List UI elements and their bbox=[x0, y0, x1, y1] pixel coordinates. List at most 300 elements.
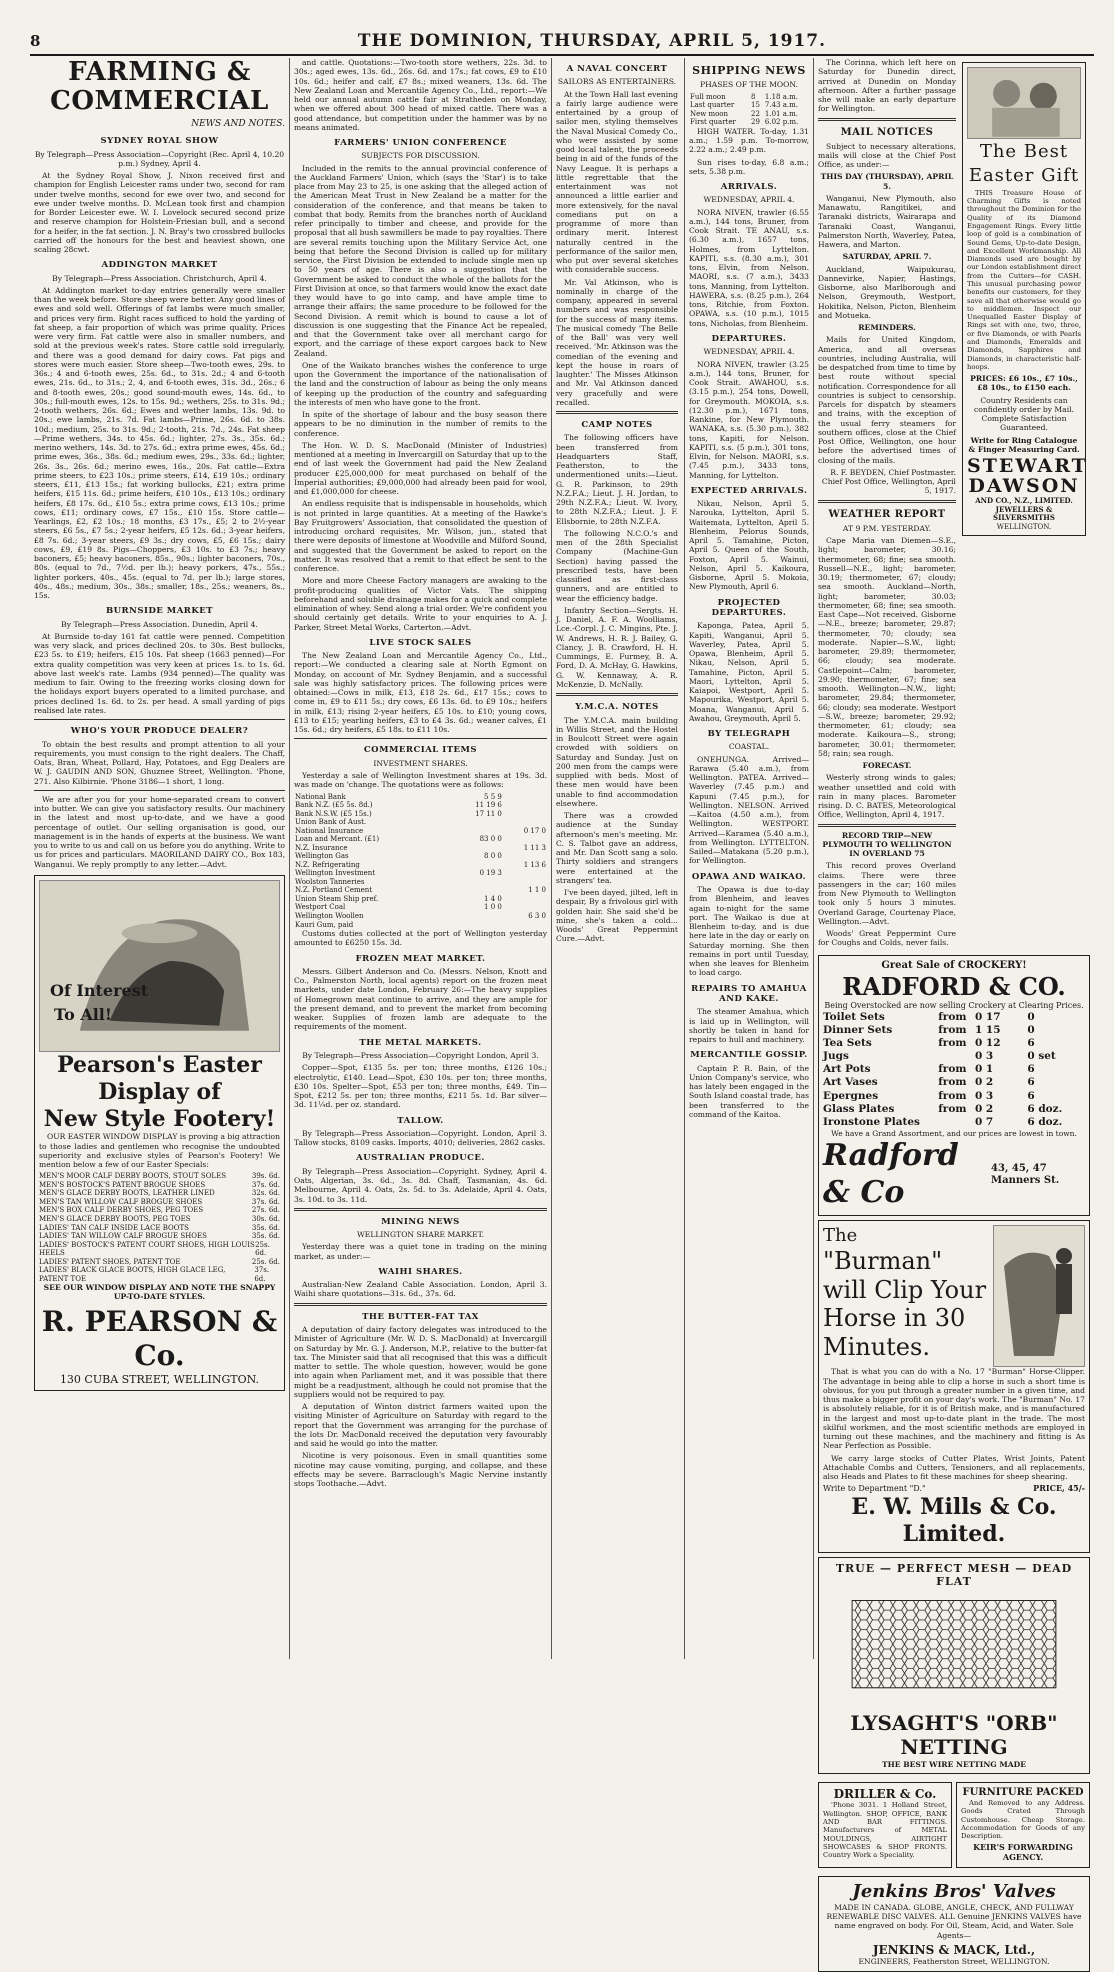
gossip-heading: MERCANTILE GOSSIP. bbox=[690, 1050, 808, 1061]
macdonald-body: The Hon. W. D. S. MacDonald (Minister of Industries) mentioned at a meeting in Invercargill on Saturday that up to the end of last week the Government had paid the New Zealand producer £25,000,000 for meat purchased on behalf of the Imperial authorities; £9,000,000 had already been paid for wool, and £1,000,000 for cheese. bbox=[294, 440, 547, 497]
horse-illustration bbox=[993, 1225, 1085, 1367]
crockery-item-unit: 0 set bbox=[1027, 1050, 1056, 1063]
share-row bbox=[294, 878, 547, 887]
crockery-item-price: 0 12 bbox=[974, 1037, 1001, 1050]
share-name: Westport Coal bbox=[295, 903, 346, 912]
crockery-item-from: from bbox=[938, 1089, 967, 1102]
share-row bbox=[294, 801, 547, 810]
keirs-heading: FURNITURE PACKED bbox=[962, 1786, 1084, 1798]
burman-top bbox=[823, 1225, 1085, 1367]
moon-phase: First quarter bbox=[689, 118, 736, 127]
burman-advert bbox=[818, 1220, 1090, 1552]
moon-day: 15 bbox=[750, 101, 760, 110]
share-sellers: 0 17 0 bbox=[523, 826, 546, 835]
moon-row bbox=[689, 110, 809, 119]
crockery-item bbox=[823, 1011, 1085, 1024]
camp-body3: Infantry Section—Sergts. H. J. Daniel, A. F. A. Woolliams, Lce.-Corpl. J. C. Mingins, Pte. J. W. Andrews, H. R. J. Bailey, G. Clancy, J. B. Crawford, H. H. Cummings, E. Furmey, B. A. Ford, D. A. McHay, G. Hawkins, G. W. Kennaway, A. R. McKenzie, D. McNally. bbox=[556, 605, 678, 689]
share-name: N.Z. Portland Cement bbox=[295, 886, 373, 895]
burman-order-row bbox=[823, 1484, 1085, 1494]
share-sellers bbox=[503, 869, 547, 878]
pearson-item bbox=[39, 1241, 280, 1258]
radford-logo: Radford & Co bbox=[823, 1138, 959, 1210]
telegraph-body: ONEHUNGA. Arrived—Rarawa (5.40 a.m.), from Wellington. PATEA. Arrived—Waverley (7.45 p.m.) and Kapuni (7.45 p.m.), for Wellington. NELSON. Arrived—Kaitoa (4.50 a.m.), from Wellington. WESTPORT. Arrived—Karamea (5.40 a.m.), from Wellington. LYTTELTON. Sailed—Matakana (5.20 p.m.), for Wellington. bbox=[688, 754, 809, 866]
arrivals-heading: ARRIVALS. bbox=[720, 182, 778, 193]
burman-body: That is what you can do with a No. 17 "Burman" Horse-Clipper. The advantage in being able to clip a horse in such a short time is obvious, for you put through a greater number in a given time, and thus make a bigger profit on your day's work. The "Burman" No. 17 is absolutely reliable, for it is of British make, and is manufactured in the largest and most up-to-date plant in the trade. The most skilful workmen, and the most scientific methods are employed in turning out these machines, and the machinery and fitting is As Near Perfection as Possible. bbox=[823, 1367, 1085, 1451]
crockery-item bbox=[823, 1063, 1085, 1076]
pearson-item-price: 37s. 6d. bbox=[251, 1180, 280, 1189]
burman-headline bbox=[823, 1225, 993, 1367]
moon-time: 1.18 a.m. bbox=[764, 92, 798, 101]
crockery-item bbox=[823, 1076, 1085, 1089]
moon-time: 7.43 a.m. bbox=[764, 101, 798, 110]
radford-footer: We have a Grand Assortment, and our prices are lowest in town. bbox=[831, 1128, 1077, 1138]
radford-name: RADFORD & CO. bbox=[842, 971, 1066, 1001]
jenkins-body: MADE IN CANADA. GLOBE, ANGLE, CHECK, AND FULLWAY RENEWABLE DISC VALVES. ALL Genuine JENKINS VALVES have name engraved on body. For Oil, Steam, Acid, and Water. Sole Agents— bbox=[826, 1902, 1082, 1940]
pearson-item-price: 37s. 6d. bbox=[251, 1197, 280, 1206]
nicotine-advert: Nicotine is very poisonous. Even in small quantities some nicotine may cause vomiting, purging, and collapse, and these effects may be severe. Barraclough's Magic Nervine instantly stops Toothache.—Advt. bbox=[294, 1451, 547, 1489]
radford-sub: Being Overstocked are now selling Crockery at Clearing Prices. bbox=[824, 1001, 1084, 1011]
naval-heading: A NAVAL CONCERT bbox=[566, 64, 668, 74]
boot-illustration bbox=[39, 880, 280, 1052]
crockery-item-price: 0 3 bbox=[974, 1050, 994, 1063]
pearson-advert bbox=[34, 875, 285, 1392]
metals-dateline: By Telegraph—Press Association—Copyright London, April 3. bbox=[302, 1051, 539, 1061]
keirs-body: And Removed to any Address. Goods Crated Through Customhouse. Cheap Storage. Accommodation for Goods of any Description. bbox=[961, 1798, 1085, 1841]
naval-body2: Mr. Val Atkinson, who is nominally in charge of the company, appeared in several numbers and was responsible for the success of many items. The musical comedy 'The Belle of the Ball' was very well received. 'Mr. Atkinson was the comedian of the evening and kept the house in roars of laughter.' The Misses Atkinson and Mr. Val Atkinson danced very gracefully and were recalled. bbox=[556, 277, 678, 407]
departures-subheading: WEDNESDAY, APRIL 4. bbox=[703, 347, 795, 357]
stewart-company: AND CO., N.Z., LIMITED. bbox=[975, 495, 1073, 505]
pearson-item-label: MEN'S TAN WILLOW CALF BROGUE SHOES bbox=[39, 1197, 203, 1206]
burman-the: The bbox=[823, 1225, 858, 1247]
crockery-price-list bbox=[823, 1011, 1085, 1129]
butter-body2: A deputation of Winton district farmers waited upon the visiting Minister of Agriculture on Saturday with regard to the report that the Government was arranging for the purchase of the lots Dr. MacDonald received the deputation very favourably and said he would go into the matter. bbox=[294, 1402, 547, 1449]
divider bbox=[818, 118, 956, 121]
merchant-body: In spite of the shortage of labour and the busy season there appears to be no diminution in the number of remits to the conference. bbox=[294, 410, 547, 438]
moon-row bbox=[689, 93, 809, 102]
share-sellers bbox=[503, 895, 547, 904]
camp-body2: The following N.C.O.'s and men of the 28th Specialist Company (Machine-Gun Section) having passed the prescribed tests, have been classified as first-class gunners, and are entitled to wear the efficiency badge. bbox=[556, 528, 678, 603]
ymca-body2: There was a crowded audience at the Sunday afternoon's men's meeting. Mr. C. S. Talbot gave an address, and Mr. Dan Scott sang a solo. Thirty soldiers and strangers were entertained at the strangers' tea. bbox=[556, 811, 678, 885]
forecast-body: Westerly strong winds to gales; weather unsettled and cold with rain in many places. Barometer rising. D. C. BATES, Meteorological Office, Wellington, April 4, 1917. bbox=[818, 773, 956, 820]
crockery-item-price: 0 3 bbox=[974, 1089, 994, 1102]
share-name: Union Steam Ship pref. bbox=[295, 894, 379, 903]
weather-heading: WEATHER REPORT bbox=[828, 508, 946, 520]
mining-body: Yesterday there was a quiet tone in trading on the mining market, as under:— bbox=[294, 1242, 547, 1261]
stewart-city: WELLINGTON. bbox=[996, 522, 1052, 531]
tallow-body: By Telegraph—Press Association—Copyright. London, April 3. Tallow stocks, 8109 casks. Imports, 4010; deliveries, 2862 casks. bbox=[294, 1128, 547, 1148]
column-1 bbox=[30, 58, 290, 1659]
moon-phase: Last quarter bbox=[689, 101, 735, 110]
pearson-item-label: LADIES' TAN WILLOW CALF BROGUE SHOES bbox=[39, 1232, 207, 1241]
share-name: Union Bank of Aust. bbox=[295, 818, 367, 827]
share-buyers: 83 0 0 bbox=[479, 835, 502, 844]
pearson-item bbox=[39, 1189, 280, 1198]
addington-body: At Addington market to-day entries generally were smaller than the week before. Store sheep were better. Any good lines of ewes and sold well. Offerings of fat lambs were much smaller, and prices very firm. Right races sufficed to hold the yarding of fat sheep, a fair proportion of which was prime quality. Prices were very firm. Fat cattle were also in smaller numbers, and sold at the previous week's rates. Store cattle sold irregularly, and there was a good demand for dairy cows. Fat pigs and stores were much easier. Store sheep—Two-tooth ewes, 29s. to 36s.; 4 and 6-tooth ewes, 25s. 6d., to 31s. 2d.; 4 and 6-tooth ewes, 21s. 6d., to 31s.; 2, 4, and 6-tooth ewes, 31s. 3d., 26s.; 6 and 8-tooth ewes, 20s.; good sound-mouth ewes, 14s. 6d., to 30s.; full-mouth ewes, 12s. to 15s. 9d.; wethers, 25s. to 31s. 9d.; 2-tooth wethers, 26s. 6d.; Ewes and wether lambs, 13s. 9d. to 20s.; ewe lambs, 21s. 7d. Fat lambs—Prime, 26s. 6d. to 38s. 10d.; medium, 25s. to 31s. 9d.; 2-tooth, 21s. 7d., 24s. Fat sheep—Prime wethers, 34s. to 45s. 6d.; lighter, 27s. 3s., 35s. 6d.; merino wethers, 14s. 3d. to 27s. 6d.; extra prime ewes, 45s. 6d.; prime ewes, 36s., 38s. 6d.; medium ewes, 29s., 33s. 6d.; lighter, 26s. 3s., 26s. 6d.; merino ewes, 16s., 20s. Fat cattle—Extra prime steers, to £23 10s.; prime steers, £14, £19 10s.; ordinary steers, £11, £13 15s.; fat working bullocks, £21; extra prime heifers, £15 11s. 6d.; prime heifers, £10 10s., £13 10s.; ordinary heifers, £8 17s. 6d., £10 5s.; extra prime cows, £13 10s.; prime cows, £11; ordinary cows, £7 15s., £10 15s. Store cattle—Yearlings, £2, £2 10s.; 18 months, £3 17s., £5; 2 to 2½-year steers, £6 5s., £7 5s.; 2-year heifers, £5 12s. 6d.; 3-year heifers, £8 7s. 6d.; 3-year steers, £9 3s.; dry cows, £5, £6 15s.; dairy cows, £9, £19 8s. Pigs—Choppers, £3 10s. to £3 7s.; heavy baconers, £5; heavy baconers, 85s., 90s.; lighter baconers, 70s., 80s. (equal to 7d., 7½d. per lb.); heavy porkers, 47s., 55s.; lighter porkers, 40s., 45s. (equal to 7d. per lb.); large stores, 40s., 48s.; medium, 30s., 38s.; smaller, 18s., 25s.; weaners, 8s., 15s. bbox=[34, 285, 285, 601]
farmers-body2: One of the Waikato branches wishes the conference to urge upon the Government the importance of the nationalisation of the land and the construction of labour as being the only means of keeping up the production of the country and safeguarding the interests of men who have gone to the front. bbox=[294, 360, 547, 407]
postmaster: R. F. BEYDEN, Chief Postmaster. Chief Post Office, Wellington, April 5, 1917. bbox=[821, 467, 956, 496]
shipping-heading: SHIPPING NEWS bbox=[692, 64, 806, 77]
moon-row bbox=[689, 118, 809, 127]
share-sellers: 1 1 0 bbox=[528, 886, 546, 895]
pearson-item-list bbox=[39, 1172, 280, 1283]
opawa-heading: OPAWA AND WAIKAO. bbox=[691, 871, 807, 882]
pearson-item-label: MEN'S BOX CALF DERBY SHOES, PEG TOES bbox=[39, 1206, 204, 1215]
pearson-item-label: LADIES' TAN CALF INSIDE LACE BOOTS bbox=[39, 1223, 189, 1232]
pearson-item bbox=[39, 1215, 280, 1224]
share-row bbox=[294, 912, 547, 921]
divider bbox=[34, 790, 285, 791]
pearson-item-price: 32s. 6d. bbox=[251, 1189, 280, 1198]
burman-title4: Minutes. bbox=[823, 1333, 930, 1362]
pearson-head1: Of Interest bbox=[50, 980, 149, 1000]
lysaght-advert bbox=[818, 1557, 1090, 1774]
crockery-item bbox=[823, 1103, 1085, 1116]
burman-title1: "Burman" bbox=[823, 1246, 943, 1275]
share-buyers: 1 0 0 bbox=[484, 903, 502, 912]
pearson-item-price: 27s. 6d. bbox=[251, 1206, 280, 1215]
couple-illustration bbox=[967, 67, 1081, 139]
gift-title2: Easter Gift bbox=[968, 164, 1080, 186]
pearson-item-label: MEN'S MOOR CALF DERBY BOOTS, STOUT SOLES bbox=[39, 1172, 226, 1181]
crockery-item-from: from bbox=[938, 1037, 967, 1050]
butter-heading: THE BUTTER-FAT TAX bbox=[362, 1311, 479, 1322]
waihi-heading: WAIHI SHARES. bbox=[378, 1266, 463, 1277]
weather-subheading: AT 9 P.M. YESTERDAY. bbox=[842, 523, 932, 533]
share-row bbox=[294, 852, 547, 861]
share-name: N.Z. Insurance bbox=[295, 843, 348, 852]
couple-image bbox=[968, 68, 1080, 138]
crockery-item bbox=[823, 1024, 1085, 1037]
gift-write: Write for Ring Catalogue & Finger Measuring Card. bbox=[968, 435, 1080, 454]
crockery-item-name: Glass Plates bbox=[823, 1102, 895, 1115]
pearson-item-label: MEN'S GLACE DERBY BOOTS, PEG TOES bbox=[39, 1214, 191, 1223]
pearson-item bbox=[39, 1266, 280, 1283]
share-buyers bbox=[451, 886, 503, 895]
share-row bbox=[294, 869, 547, 878]
addington-dateline: By Telegraph—Press Association. Christchurch, April 4. bbox=[52, 273, 267, 283]
jenkins-advert bbox=[818, 1876, 1090, 1972]
crockery-item-from bbox=[938, 1050, 975, 1063]
gift-title1: The Best bbox=[979, 141, 1069, 162]
camp-heading: CAMP NOTES bbox=[581, 420, 653, 431]
radford-address: 43, 45, 47 Manners St. bbox=[991, 1162, 1060, 1186]
investment-subheading: INVESTMENT SHARES. bbox=[373, 758, 468, 768]
burman-title3: Horse in 30 bbox=[823, 1304, 966, 1333]
lysaght-name: LYSAGHT'S "ORB" NETTING bbox=[850, 1710, 1058, 1760]
pearson-body: OUR EASTER WINDOW DISPLAY is proving a big attraction to those ladies and gentlemen who recognise the undoubted superiority and exclusive styles of Pearson's Footery! We mention below a few of our Easter Specials: bbox=[39, 1132, 280, 1170]
driller-name: DRILLER & Co. bbox=[833, 1786, 937, 1801]
share-name: Wellington Investment bbox=[295, 869, 376, 878]
share-row bbox=[294, 844, 547, 853]
share-buyers: 0 19 3 bbox=[479, 869, 502, 878]
dawson-name: DAWSON bbox=[968, 475, 1080, 498]
column-3-left bbox=[556, 58, 678, 1659]
share-name: Bank N.S.W. (£5 15s.) bbox=[295, 809, 372, 818]
burnside-dateline: By Telegraph—Press Association. Dunedin, April 4. bbox=[61, 619, 258, 629]
pearson-item-label: LADIES' PATENT SHOES, PATENT TOE bbox=[39, 1257, 181, 1266]
share-row bbox=[294, 835, 547, 844]
pearson-head2: To All! bbox=[54, 1004, 112, 1024]
pearson-item-price: 37s. 6d. bbox=[254, 1266, 270, 1283]
metals-body: Copper—Spot, £135 5s. per ton; three months, £126 10s.; electrolytic, £140. Lead—Spot, £30 10s. per ton; three months, £30 10s. Spelter—Spot, £53 per ton; three months, £49. Tin—Spot, £212 5s. per ton; three months, £211 5s. 1d. Bar silver—3d. 11¼d. per oz. standard. bbox=[294, 1063, 547, 1110]
crockery-item-name: Toilet Sets bbox=[823, 1010, 885, 1023]
camp-body: The following officers have been transferred from Headquarters Staff, Featherston, to the undermentioned units:—Lieut. G. R. Parkinson, to 29th N.Z.F.A.; Lieut. J. H. Jordan, to 29th N.Z.F.A.; Lieut. W. Ivory, to 28th N.Z.F.A.; Lieut. J. F. Ellsbornie, to 28th N.Z.F.A. bbox=[556, 433, 678, 526]
section-title: FARMING & COMMERCIAL bbox=[50, 57, 269, 116]
crockery-item-price: 0 7 bbox=[974, 1115, 994, 1128]
repairs-heading: REPAIRS TO AMAHUA AND KAKE. bbox=[691, 983, 807, 1004]
divider bbox=[294, 738, 547, 739]
pearson-item-price: 35s. 6d. bbox=[251, 1232, 280, 1241]
divider bbox=[294, 1303, 547, 1306]
crockery-item bbox=[823, 1116, 1085, 1129]
share-sellers bbox=[503, 903, 547, 912]
crockery-item-name: Epergnes bbox=[823, 1089, 879, 1102]
crockery-item-unit: 6 bbox=[1027, 1037, 1035, 1050]
tallow-heading: TALLOW. bbox=[397, 1115, 444, 1126]
pearson-item bbox=[39, 1232, 280, 1241]
reminders-heading: REMINDERS. bbox=[858, 323, 916, 333]
pearson-item-label: MEN'S BOSTOCK'S PATENT BROGUE SHOES bbox=[39, 1180, 206, 1189]
moon-phase: Full moon bbox=[689, 92, 726, 101]
peppermint-advert: Woods' Great Peppermint Cure for Coughs and Colds, never fails. bbox=[818, 929, 956, 948]
farmers-heading: FARMERS' UNION CONFERENCE bbox=[334, 138, 507, 148]
mail-body1: Wanganui, New Plymouth, also Manawatu, Rangitikei, and Taranaki districts, Wairarapa and Taranaki Coast, Wanganui, Palmerston North, Waverley, Patea, Hawera, and Marton. bbox=[818, 193, 956, 250]
crockery-item-name: Art Pots bbox=[823, 1063, 871, 1076]
projected-body: Kaponga, Patea, April 5. Kapiti, Wanganui, April 5. Waverley, Patea, April 5. Opawa, Blenheim, April 5. Nikau, Nelson, April 5. Tamahine, Picton, April 5. Maori, Lyttelton, April 5. Kaiapoi, Westport, April 5. Mapourika, Westport, April 5. Moana, Wanganui, April 5. Awahou, Greymouth, April 5. bbox=[688, 621, 809, 723]
stewart-trade: JEWELLERS & SILVERSMITHS bbox=[993, 504, 1055, 523]
farmers-body: Included in the remits to the annual provincial conference of the Auckland Farmers' Union, which (says the 'Star') is to take place from May 23 to 25, is one asking that the alleged action of the American Meat Trust in New Zealand be a matter for the consideration of the conference, and that means be taken to combat that body. Remits from the branches north of Auckland refer principally to timber and cheese, and provide for the proposal that all bush sawmillers be made to pay royalties. There are several remits touching upon the Military Service Act, one being that before the Second Division is called up for military service, the First Division be extended to include single men up to 50 years of age. There is also a suggestion that the Government be asked to conduct the whole of the ballots for the First Division at once, so that farmers would know the exact date they would have to go into camp, and have ample time to arrange their affairs; the same procedure to be followed for the Second Division. A remit which is bound to cause a lot of discussion is one suggesting that the Finance Act be repealed, and that the Government take over all merchant cargo for export, and the carriage of these export cargoes back to New Zealand. bbox=[294, 163, 547, 358]
crockery-item-unit: 6 doz. bbox=[1027, 1115, 1063, 1128]
crockery-item-unit: 6 bbox=[1027, 1076, 1035, 1089]
mail-heading: MAIL NOTICES bbox=[840, 126, 934, 138]
jenkins-title: Jenkins Bros' Valves bbox=[852, 1880, 1056, 1902]
metals-heading: THE METAL MARKETS. bbox=[359, 1037, 482, 1048]
ymca-body: The Y.M.C.A. main building in Willis Street, and the Hostel in Boulcott Street were again crowded with soldiers on Saturday and Sunday. Just on 200 men from the camps were supplied with beds. Most of these men would have been unable to find accommodation elsewhere. bbox=[556, 715, 678, 808]
share-buyers bbox=[451, 878, 503, 887]
departures-heading: DEPARTURES. bbox=[711, 333, 787, 344]
share-name: Wellington Woollen bbox=[295, 912, 364, 921]
share-sellers bbox=[503, 852, 547, 861]
mail-body2: Auckland, Waipukurau, Dannevirke, Napier, Hastings, Gisborne, also Marlborough and Nelson, Greymouth, Westport, Hokitika, Nelson, Picton, Blenheim and Motueka. bbox=[818, 264, 956, 320]
gift-body: THIS Treasure House of Charming Gifts is noted throughout the Dominion for the Quality of its Diamond Engagement Rings. Every little loop of gold is a combination of Sound Gems, Up-to-date Design, and Excellent Workmanship. All Diamonds used are bought by our London establishment direct from the Cutters—for CASH. This unusual purchasing power benefits our customers, for they save all that otherwise would go to middlemen. Inspect our Unequalled Easter Display of Rings set with one, two, three, or five Diamonds, or with Pearls and Diamonds, Emeralds and Diamonds, Sapphires and Diamonds, in characteristic half-hoops. bbox=[967, 188, 1081, 371]
crockery-heading: Great Sale of CROCKERY! bbox=[881, 959, 1027, 971]
expected-body: Nikau, Nelson, April 5. Narouka, Lyttelton, April 5. Waitemata, Lyttelton, April 5. Blenheim, Pelorus Sounds, April 5. Tamahine, Picton, April 5. Queen of the South, Foxton, April 5. Wainui, Nelson, April 5. Kaikoura, Gisborne, April 5. Mokoia, New Plymouth, April 6. bbox=[688, 499, 809, 592]
mail-body: Subject to necessary alterations, mails will close at the Chief Post Office, as under:— bbox=[818, 141, 956, 170]
moon-phase: New moon bbox=[689, 109, 729, 118]
moon-day: 22 bbox=[750, 109, 760, 118]
crockery-item-from: from bbox=[938, 1023, 967, 1036]
livestock-heading: LIVE STOCK SALES bbox=[369, 637, 472, 648]
naval-subheading: SAILORS AS ENTERTAINERS. bbox=[557, 77, 677, 87]
pearson-address: 130 CUBA STREET, WELLINGTON. bbox=[59, 1373, 260, 1387]
sun-times: Sun rises to-day, 6.8 a.m.; sets, 5.38 p.m. bbox=[688, 157, 809, 176]
opawa-body: The Opawa is due to-day from Blenheim, and leaves again to-night for the same port. The Waikao is due at Blenheim to-day, and is due here late in the day or early on Saturday morning. She then remains in port until Tuesday, when she leaves for Blenheim to load cargo. bbox=[688, 885, 809, 978]
radford-advert bbox=[818, 955, 1090, 1217]
masthead-title: THE DOMINION, THURSDAY, APRIL 5, 1917. bbox=[357, 30, 827, 51]
moon-time: 1.01 a.m. bbox=[764, 109, 798, 118]
arrivals-body: NORA NIVEN, trawler (6.55 a.m.), 144 tons, Bruner, from Cook Strait. TE ANAU, s.s. (6.30 a.m.), 1657 tons, Holmes, from Lyttelton. KAPITI, s.s. (8.30 a.m.), 301 tons, Elvin, from Nelson. MAORI, s.s. (7 a.m.), 3433 tons, Manning, from Lyttelton. HAWERA, s.s. (8.25 p.m.), 264 tons, Ritchie, from Foxton. OPAWA, s.s. (10 p.m.), 1015 tons, Nicholas, from Blenheim. bbox=[688, 207, 809, 328]
customs-body: Customs duties collected at the port of Wellington yesterday amounted to £6250 15s. 3d. bbox=[294, 929, 547, 948]
gossip-body: Captain P. R. Bain, of the Union Company's service, who has lately been engaged in the South Island coastal trade, has been transferred to the command of the Kaitoa. bbox=[688, 1063, 809, 1119]
crockery-item-price: 0 17 bbox=[974, 1010, 1001, 1023]
share-row bbox=[294, 793, 547, 802]
crockery-item-unit: 0 bbox=[1027, 1023, 1035, 1036]
waihi-body: Australian-New Zealand Cable Association. London, April 3. Waihi share quotations—31s. 6d., 37s. 6d. bbox=[294, 1280, 547, 1299]
repairs-body: The steamer Amahua, which is laid up in Wellington, will shortly be taken in hand for repairs to hull and machinery. bbox=[688, 1007, 809, 1045]
share-name: N.Z. Refrigerating bbox=[295, 860, 360, 869]
tides: HIGH WATER. To-day, 1.31 a.m.; 1.59 p.m. To-morrow, 2.22 a.m.; 2.49 p.m. bbox=[688, 126, 809, 155]
share-sellers bbox=[503, 835, 547, 844]
pearson-footer: SEE OUR WINDOW DISPLAY AND NOTE THE SNAPPY UP-TO-DATE STYLES. bbox=[43, 1283, 276, 1302]
crockery-item-name: Jugs bbox=[823, 1050, 849, 1063]
share-name: Woolston Tanneries bbox=[295, 877, 365, 886]
share-sellers bbox=[503, 793, 547, 802]
pearson-item bbox=[39, 1206, 280, 1215]
moon-day: 8 bbox=[750, 92, 756, 101]
divider bbox=[818, 500, 956, 503]
share-name: Bank N.Z. (£5 5s. 8d.) bbox=[295, 801, 373, 810]
share-sellers bbox=[503, 810, 547, 819]
share-row bbox=[294, 861, 547, 870]
investment-body: Yesterday a sale of Wellington Investment shares at 19s. 3d. was made on 'change. The quotations were as follows: bbox=[294, 771, 547, 790]
frozen-body: Messrs. Gilbert Anderson and Co. (Messrs. Nelson, Knott and Co., Palmerston North, local agents) report on the frozen meat markets, under date London, February 26:—The heavy supplies of Homegrown meat continue to arrive, and they are ample for the present demand, and to prevent the market from becoming weaker. Supplies of frozen lamb are adequate to the requirements of the moment. bbox=[294, 966, 547, 1032]
share-buyers: 5 5 9 bbox=[484, 792, 502, 801]
moon-day: 29 bbox=[750, 118, 760, 127]
crockery-item-from bbox=[938, 1116, 975, 1129]
frozen-heading: FROZEN MEAT MARKET. bbox=[355, 953, 486, 964]
keirs-advert bbox=[956, 1782, 1090, 1868]
mail-day2: SATURDAY, APRIL 7. bbox=[842, 252, 932, 262]
share-row bbox=[294, 903, 547, 912]
telegraph-heading: BY TELEGRAPH bbox=[707, 729, 791, 740]
share-buyers bbox=[451, 844, 503, 853]
pearson-item-price: 30s. 6d. bbox=[251, 1214, 280, 1223]
hides-body: An endless requisite that is indispensable in households, which is not printed in large quantities. At a meeting of the Hawke's Bay Fruitgrowers' Association, that consolidated the question of introducing orchard requisites, Mr. Wilson, jun., stated that there were deposits of limestone at Woodville and Milford Sound, and suggested that the Government be asked to report on the matter. It was resolved that a remit to that effect be sent to the conference. bbox=[294, 499, 547, 574]
burman-body2: We carry large stocks of Cutter Plates, Wrist Joints, Patent Attachable Combs and Cutters, Tensioners, and all replacements, also Heads and Plates to fit these machines for sheep shearing. bbox=[823, 1453, 1085, 1482]
divider bbox=[34, 719, 285, 720]
crockery-item-from: from bbox=[938, 1076, 967, 1089]
sydney-dateline: By Telegraph—Press Association—Copyright (Rec. April 4, 10.20 p.m.) Sydney, April 4. bbox=[34, 149, 285, 168]
commercial-heading: COMMERCIAL ITEMS bbox=[363, 745, 478, 756]
share-buyers bbox=[451, 818, 503, 827]
share-row bbox=[294, 921, 547, 930]
crockery-item-price: 0 1 bbox=[974, 1063, 994, 1076]
pearson-title1: Pearson's Easter Display of bbox=[57, 1051, 262, 1105]
share-name: Loan and Mercant. (£1) bbox=[295, 835, 380, 844]
livestock-body: The New Zealand Loan and Mercantile Agency Co., Ltd., report:—We conducted a clearing sale at North Egmont on Monday, on account of Mr. Sydney Benjamin, and a successful sale was highly satisfactory prices. The following prices were obtained:—Cows in milk, £13, £18 2s. 6d., £17 15s.; cows to come in, £9 to £11 5s.; dry cows, £6 13s. 6d. to £9 10s.; heifers in milk, £13; rising 2-year heifers, £5 10s. to £10; young cows, £13 to £15; yearling heifers, £3 to £4 3s. 6d.; weaner calves, £1 15s. 6d.; dry heifers, £5 18s. to £11 10s. bbox=[294, 651, 547, 735]
radford-brand-row bbox=[823, 1138, 1085, 1211]
farmers-subheading: SUBJECTS FOR DISCUSSION. bbox=[361, 151, 480, 161]
crockery-item-price: 1 15 bbox=[974, 1023, 1001, 1036]
share-row bbox=[294, 886, 547, 895]
lysaght-sub: THE BEST WIRE NETTING MADE bbox=[881, 1759, 1027, 1769]
share-sellers bbox=[503, 878, 547, 887]
mills-name: E. W. Mills & Co. Limited. bbox=[851, 1494, 1057, 1547]
crockery-item-unit: 6 doz. bbox=[1027, 1102, 1063, 1115]
pearson-item bbox=[39, 1258, 280, 1267]
projected-heading: PROJECTED DEPARTURES. bbox=[711, 597, 787, 618]
column-2 bbox=[290, 58, 552, 1659]
crockery-item-from: from bbox=[938, 1102, 967, 1115]
boots-hands-image bbox=[40, 881, 279, 1051]
cheese-advert: More and more Cheese Factory managers are awaking to the profit-producing qualities of Victor Vats. The shipping beforehand and soluble drainage makes for a quick and complete elimination of whey. Send along a trial order. We're confident you should certainly get details. Write to your enquiries to A. J. Parker, Street Metal Works, Carterton.—Advt. bbox=[294, 576, 547, 632]
section-subtitle: NEWS AND NOTES. bbox=[191, 119, 285, 130]
share-sellers: 1 13 6 bbox=[523, 860, 546, 869]
pearson-item-price: 39s. 6d. bbox=[251, 1172, 280, 1181]
weather-body: Cape Maria van Diemen—S.E., light; barometer, 30.16; thermometer, 68; fine; sea smooth. Russell—N.E., light; barometer, 30.19; thermometer, 67; cloudy; sea smooth. Auckland—North, light; barometer, 30.03; thermometer, 68; fine; sea smooth. East Cape—Not received. Gisborne—N.E., breeze; barometer, 29.87; thermometer, 70; cloudy; sea moderate. Napier—S.W., light; barometer, 29.89; thermometer, 66; cloudy; sea moderate. Castlepoint—Calm; barometer, 29.90; thermometer, 67; fine; sea smooth. Wellington—N.W., light; barometer, 29.84; thermometer, 66; cloudy; sea moderate. Westport—S.W., breeze; barometer, 29.92; thermometer, 61; cloudy; sea moderate. Kaikoura—S., strong; barometer, 30.01; thermometer, 58; rain; sea rough. bbox=[818, 536, 956, 758]
pearson-item-label: MEN'S GLACE DERBY BOOTS, LEATHER LINED bbox=[39, 1189, 215, 1198]
mesh-heading: TRUE — PERFECT MESH — DEAD FLAT bbox=[835, 1561, 1073, 1589]
forecast-heading: FORECAST. bbox=[862, 761, 912, 771]
pearson-title2: New Style Footery! bbox=[43, 1105, 276, 1132]
share-name: National Insurance bbox=[295, 826, 364, 835]
dealer-body: To obtain the best results and prompt attention to all your requirements, you must consign to the right dealers. The Chaff, Oats, Bran, Wheat, Pollard, Hay, Potatoes, and Egg Dealers are W. J. GAUDIN AND SON, Ghuznee Street, Wellington. 'Phone, 271. Also Kilbirnie. 'Phone 3186—1 short, 1 long. bbox=[34, 739, 285, 786]
divider bbox=[556, 693, 678, 696]
driller-body: 'Phone 3031. 1 Holland Street, Wellington. SHOP, OFFICE, BANK AND BAR FITTINGS. Manufacturers of METAL MOULDINGS, AIRTIGHT SHOWCASES & SHOP FRONTS. Country Work a Speciality. bbox=[823, 1801, 947, 1860]
divider bbox=[818, 824, 956, 827]
share-sellers: 6 3 0 bbox=[528, 912, 546, 921]
share-buyers: 11 19 6 bbox=[475, 801, 502, 810]
share-buyers bbox=[451, 912, 503, 921]
share-buyers: 1 4 0 bbox=[484, 894, 502, 903]
jenkins-agents: JENKINS & MACK, Ltd., bbox=[872, 1942, 1036, 1957]
australian-heading: AUSTRALIAN PRODUCE. bbox=[356, 1153, 485, 1164]
expected-heading: EXPECTED ARRIVALS. bbox=[690, 485, 808, 496]
poem-advert: I've been dayed, jilted, left in despair, By a frivolous girl with golden hair. She said she'd be mine, she's taken a cold... Woods' Great Peppermint Cure.—Advt. bbox=[556, 888, 678, 944]
crockery-item-name: Art Vases bbox=[823, 1076, 878, 1089]
share-buyers: 8 0 0 bbox=[484, 852, 502, 861]
reminders-body: Mails for United Kingdom, America, and all overseas countries, including Australia, will be despatched from time to time by best route without special notification. Correspondence for all countries is subject to censorship. Parcels for dispatch by steamers and trains, with the exception of the usual ferry steamers for southern offices, close at the Chief Post Office, Wellington, one hour before the advertised times of closing of the mails. bbox=[818, 335, 956, 465]
masthead bbox=[30, 28, 1094, 56]
ymca-heading: Y.M.C.A. NOTES bbox=[575, 702, 659, 713]
driller-advert bbox=[818, 1782, 952, 1868]
market-continued: and cattle. Quotations:—Two-tooth store wethers, 22s. 3d. to 30s.; aged ewes, 13s. 6d., 26s. 6d. and 17s.; fat cows, £9 to £10 10s. 6d.; heifer and calf, £7 8s.; mixed weaners, 13s. 6d. The New Zealand Loan and Mercantile Agency Co., Ltd., report:—We held our annual autumn cattle fair at Stratheden on Monday, when we offered about 300 head of mixed cattle. There was a good attendance, but competition under the hammer was by no means animated. bbox=[294, 58, 547, 132]
telegraph-subheading: COASTAL. bbox=[728, 742, 770, 752]
page-number: 8 bbox=[30, 31, 41, 50]
crockery-item-price: 0 2 bbox=[974, 1076, 994, 1089]
share-sellers bbox=[503, 921, 547, 930]
share-sellers: 1 11 3 bbox=[523, 843, 546, 852]
moon-row bbox=[689, 101, 809, 110]
record-body: This record proves Overland claims. There were three passengers in the car; 160 miles from New Plymouth to Wellington took only 5 hours 3 minutes. Overland Garage, Courtenay Place, Wellington.—Advt. bbox=[818, 861, 956, 926]
pearson-item-price: 35s. 6d. bbox=[251, 1223, 280, 1232]
moon-time: 6.02 p.m. bbox=[764, 118, 799, 127]
column-4 bbox=[814, 58, 1094, 1967]
wire-netting-image bbox=[823, 1589, 1085, 1709]
burman-price: PRICE, 45/- bbox=[1033, 1483, 1085, 1494]
moon-heading: PHASES OF THE MOON. bbox=[700, 80, 798, 90]
crockery-item-unit: 6 bbox=[1027, 1063, 1035, 1076]
departures-body: NORA NIVEN, trawler (3.25 a.m.), 144 tons, Bruner, for Cook Strait. AWAHOU, s.s. (3.15 p.m.), 254 tons, Dowell, for Greymouth. MOKOIA, s.s. (12.30 p.m.), 1671 tons, Rankine, for New Plymouth. WANAKA, s.s. (5.30 p.m.), 382 tons, Kapiti, for Nelson. KAPITI, s.s. (5 p.m.), 301 tons, Elvin, for Nelson. MAORI, s.s. (7.45 p.m.), 3433 tons, Manning, for Lyttelton. bbox=[688, 359, 809, 480]
crockery-item-unit: 6 bbox=[1027, 1089, 1035, 1102]
naval-body: At the Town Hall last evening a fairly large audience were entertained by a group of sailor men, styling themselves the Naval Musical Comedy Co., who were assisted by some good local talent, the proceeds being in aid of the funds of the Navy League. It is perhaps a little regrettable that the entertainment was not announced a little earlier and more extensively, for the naval comedians put on a programme of more than ordinary merit. Interest naturally centred in the performance of the sailor men, who put over several sketches with considerable success. bbox=[556, 89, 678, 275]
share-sellers bbox=[503, 801, 547, 810]
butter-body: A deputation of dairy factory delegates was introduced to the Minister of Agriculture (Mr. W. D. S. MacDonald) at Invercargill on Saturday by Mr. G. J. Anderson, M.P., relative to the butter-fat tax. The Minister said that all recognised that this was a difficult matter to settle. The whole question, however, would be gone into again when Parliament met, and it was possible that there might be a readjustment, although he could not promise that the suppliers would not be required to pay. bbox=[294, 1325, 547, 1399]
mining-subheading: WELLINGTON SHARE MARKET. bbox=[356, 1230, 485, 1240]
crockery-item bbox=[823, 1090, 1085, 1103]
crockery-item bbox=[823, 1037, 1085, 1050]
burman-title2: will Clip Your bbox=[823, 1275, 987, 1304]
share-row bbox=[294, 810, 547, 819]
pearson-item-label: LADIES' BOSTOCK'S PATENT COURT SHOES, HIGH LOUIS HEELS bbox=[39, 1240, 255, 1258]
divider bbox=[294, 1208, 547, 1211]
sydney-body: At the Sydney Royal Show, J. Nixon received first and champion for English Leicester rams under two, second for ram under twelve months, second for ewe over two, and second for ewe under twelve months. D. McLean took first and champion for Border Leicester ewe. W. I. Lovelock secured second prize and reserve champion for Holstein-Friesian bull, and a second for a heifer, in the fat section. J. N. Bray's two crossbred bullocks carried off the honours for the best and heaviest shown, one scaling 28cwt. bbox=[34, 171, 285, 255]
mail-day1: THIS DAY (THURSDAY), APRIL 5. bbox=[820, 172, 954, 191]
crockery-item-from: from bbox=[938, 1063, 967, 1076]
dairy-advert: We are after you for your home-separated cream to convert into butter. We can give you satisfactory results. Our machinery in the latest and most up-to-date, and we have a good percentage of outlet. Our selling organisation is good, our management is in the hands of experts at the business. We want you to write to us and call on us before you do anything. Write to us for prices and particulars. MAORILAND DAIRY CO., Box 183, Wanganui. We reply promptly to any letter.—Advt. bbox=[34, 794, 285, 869]
share-name: Kauri Gum, paid bbox=[295, 920, 354, 929]
pearson-item-price: 25s. 6d. bbox=[255, 1240, 270, 1258]
